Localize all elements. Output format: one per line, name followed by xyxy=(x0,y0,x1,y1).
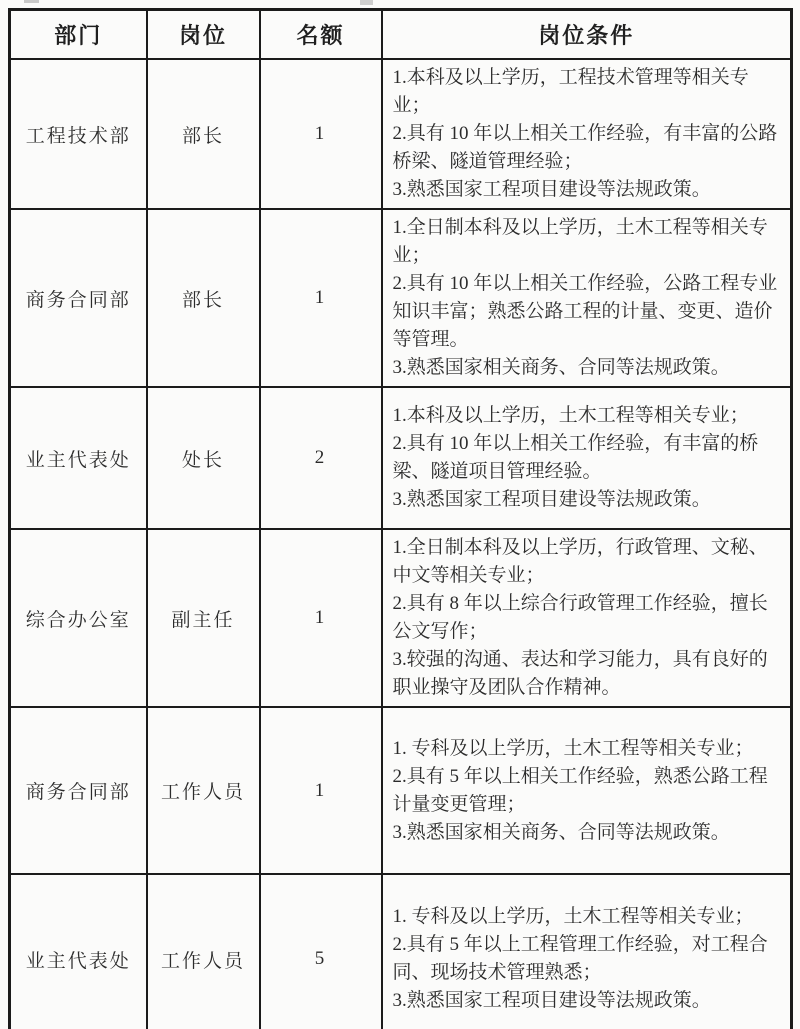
position-cell: 副主任 xyxy=(147,529,260,707)
conditions-cell xyxy=(382,59,792,209)
condition-item: 1.本科及以上学历，工程技术管理等相关专业； xyxy=(392,67,749,116)
condition-item: 1.全日制本科及以上学历，行政管理、文秘、中文等相关专业； xyxy=(392,537,768,586)
condition-item: 1.本科及以上学历，土木工程等相关专业； xyxy=(392,405,749,426)
condition-item: 1. 专科及以上学历，土木工程等相关专业； xyxy=(392,906,754,928)
condition-item: 3.熟悉国家工程项目建设等法规政策。 xyxy=(392,489,711,510)
position-cell: 处长 xyxy=(147,387,260,529)
scan-artifact xyxy=(360,0,373,5)
department-cell: 商务合同部 xyxy=(10,707,147,874)
scan-artifact xyxy=(24,0,39,3)
conditions-cell xyxy=(382,874,792,1029)
condition-item: 3.熟悉国家工程项目建设等法规政策。 xyxy=(392,179,711,200)
condition-item: 3.熟悉国家相关商务、合同等法规政策。 xyxy=(392,357,730,378)
conditions-cell xyxy=(382,529,792,707)
condition-item: 2.具有 5 年以上工程管理工作经验，对工程合同、现场技术管理熟悉； xyxy=(392,934,768,984)
table-row xyxy=(10,874,792,1029)
table-row xyxy=(10,707,792,874)
position-cell: 部长 xyxy=(147,59,260,209)
conditions-cell xyxy=(382,209,792,387)
condition-item: 3.较强的沟通、表达和学习能力，具有良好的职业操守及团队合作精神。 xyxy=(392,649,768,698)
quota-cell: 2 xyxy=(260,387,382,529)
table-row xyxy=(10,387,792,529)
condition-item: 2.具有 10 年以上相关工作经验，有丰富的公路桥梁、隧道管理经验； xyxy=(392,123,778,172)
quota-cell: 1 xyxy=(260,59,382,209)
quota-cell: 5 xyxy=(260,874,382,1029)
condition-item: 2.具有 5 年以上相关工作经验，熟悉公路工程计量变更管理； xyxy=(392,765,768,815)
department-cell: 业主代表处 xyxy=(10,874,147,1029)
recruitment-table xyxy=(8,8,793,1029)
condition-item: 3.熟悉国家工程项目建设等法规政策。 xyxy=(392,990,711,1012)
table-row xyxy=(10,529,792,707)
quota-cell: 1 xyxy=(260,707,382,874)
header-department: 部门 xyxy=(10,10,147,60)
condition-item: 2.具有 10 年以上相关工作经验，有丰富的桥梁、隧道项目管理经验。 xyxy=(392,433,759,482)
header-conditions: 岗位条件 xyxy=(382,10,792,60)
position-cell: 工作人员 xyxy=(147,707,260,874)
table-header-row xyxy=(10,10,792,60)
table-row xyxy=(10,209,792,387)
position-cell: 工作人员 xyxy=(147,874,260,1029)
condition-item: 1.全日制本科及以上学历，土木工程等相关专业； xyxy=(392,217,768,266)
conditions-cell xyxy=(382,387,792,529)
department-cell: 工程技术部 xyxy=(10,59,147,209)
condition-item: 2.具有 10 年以上相关工作经验，公路工程专业知识丰富；熟悉公路工程的计量、变更、造价等管理。 xyxy=(392,273,778,350)
condition-item: 3.熟悉国家相关商务、合同等法规政策。 xyxy=(392,821,730,843)
header-position: 岗位 xyxy=(147,10,260,60)
department-cell: 综合办公室 xyxy=(10,529,147,707)
quota-cell: 1 xyxy=(260,209,382,387)
condition-item: 1. 专科及以上学历，土木工程等相关专业； xyxy=(392,737,754,759)
conditions-cell xyxy=(382,707,792,874)
table-row xyxy=(10,59,792,209)
header-quota: 名额 xyxy=(260,10,382,60)
quota-cell: 1 xyxy=(260,529,382,707)
condition-item: 2.具有 8 年以上综合行政管理工作经验，擅长公文写作； xyxy=(392,593,768,642)
position-cell: 部长 xyxy=(147,209,260,387)
department-cell: 业主代表处 xyxy=(10,387,147,529)
department-cell: 商务合同部 xyxy=(10,209,147,387)
